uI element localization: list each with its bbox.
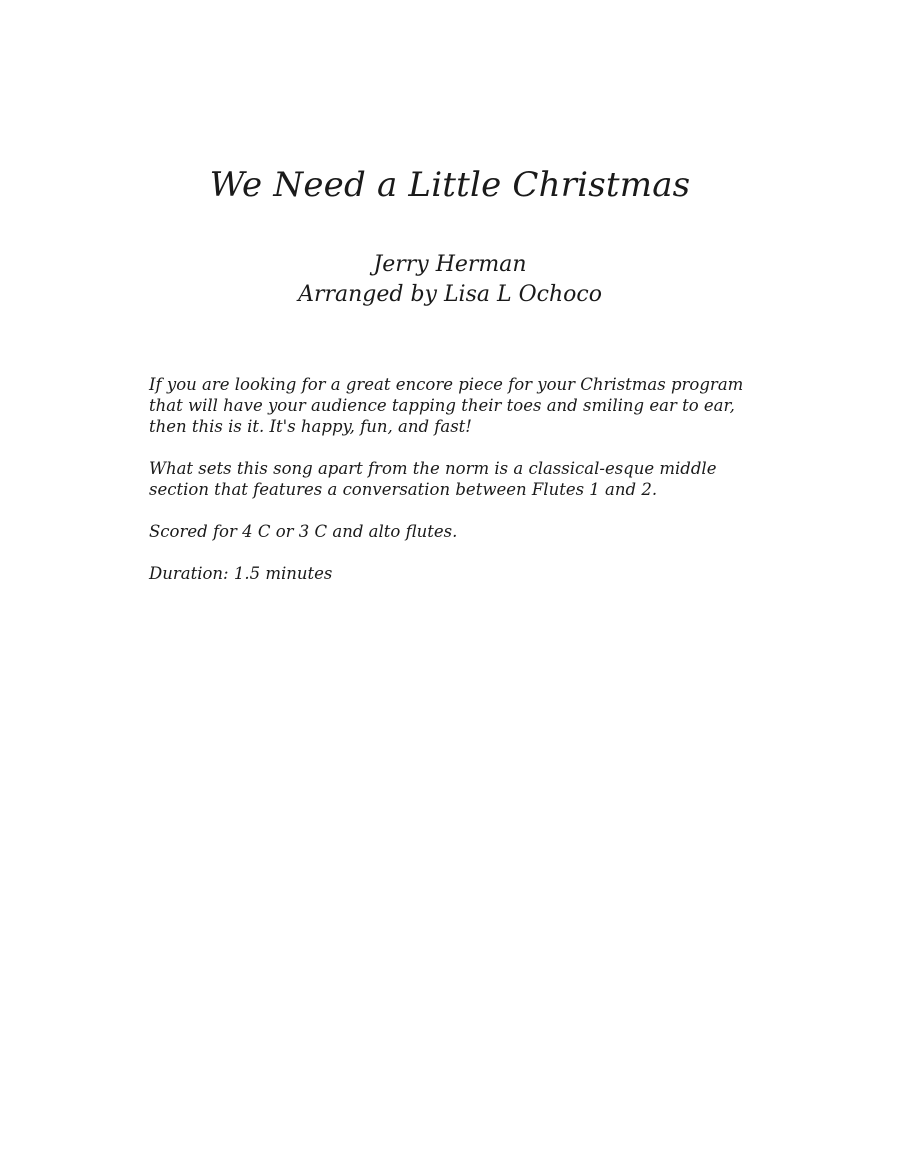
description-block: [149, 374, 769, 605]
duration-note: Duration: 1.5 minutes: [149, 564, 333, 583]
scoring-note: Scored for 4 C or 3 C and alto flutes.: [149, 522, 458, 541]
document-title: We Need a Little Christmas: [209, 165, 691, 205]
credits-block: [0, 250, 900, 310]
description-paragraph: What sets this song apart from the norm is a classical-esque middle section that features a conversation between Flutes 1 and 2.: [149, 459, 717, 499]
composer-name: Jerry Herman: [373, 252, 527, 277]
description-paragraph: If you are looking for a great encore piece for your Christmas program that will have your audience tapping their toes and smiling ear to ear, then this is it. It's happy, fun, and fast!: [149, 375, 744, 436]
arranger-credit: Arranged by Lisa L Ochoco: [298, 282, 602, 307]
